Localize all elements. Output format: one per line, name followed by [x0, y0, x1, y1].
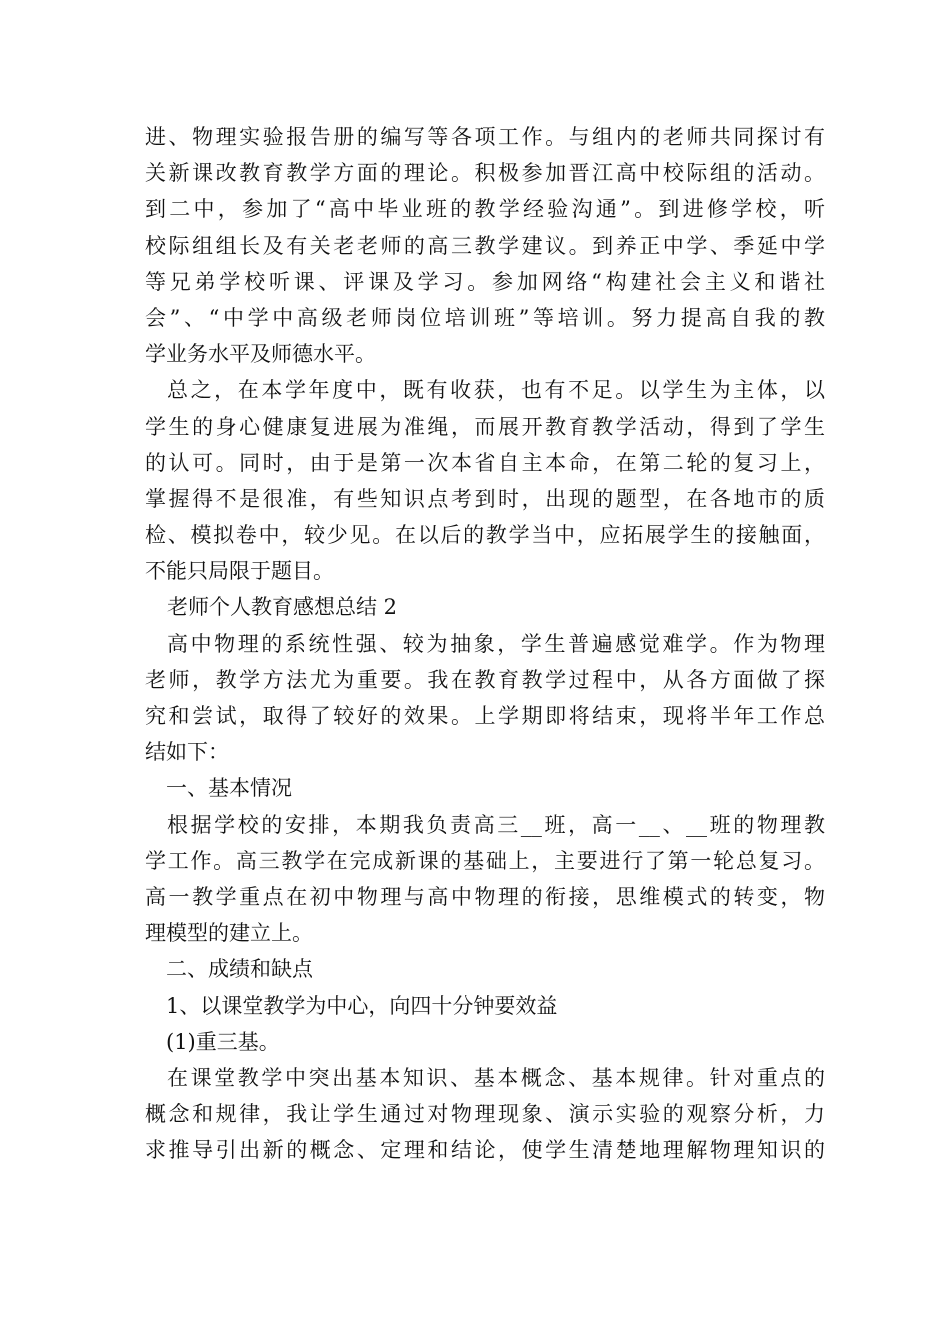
body-line: 的认可。同时，由于是第一次本省自主本命，在第二轮的复习上， [145, 450, 825, 475]
body-line: 学工作。高三教学在完成新课的基础上，主要进行了第一轮总复习。 [145, 848, 825, 873]
body-line: 老师，教学方法尤为重要。我在教育教学过程中，从各方面做了探 [145, 667, 825, 692]
body-line: 到二中，参加了“高中毕业班的教学经验沟通”。到进修学校，听 [145, 197, 825, 222]
subsection-heading: 1、以课堂教学为中心，向四十分钟要效益 [166, 993, 558, 1018]
body-line: 会”、“中学中高级老师岗位培训班”等培训。努力提高自我的教 [145, 305, 825, 330]
body-line: 学业务水平及师德水平。 [145, 342, 376, 367]
body-line: 总之，在本学年度中，既有收获，也有不足。以学生为主体，以 [167, 378, 825, 403]
section-heading: 二、成绩和缺点 [166, 957, 313, 982]
body-line: 学生的身心健康复进展为准绳，而展开教育教学活动，得到了学生 [145, 414, 825, 439]
body-line: 检、模拟卷中，较少见。在以后的教学当中，应拓展学生的接触面， [145, 523, 825, 548]
document-body [145, 119, 825, 1168]
body-line: 掌握得不是很准，有些知识点考到时，出现的题型，在各地市的质 [145, 486, 825, 511]
body-line: 究和尝试，取得了较好的效果。上学期即将结束，现将半年工作总 [145, 704, 825, 728]
body-line: 求推导引出新的概念、定理和结论，使学生清楚地理解物理知识的 [145, 1138, 825, 1163]
body-line: 校际组组长及有关老老师的高三教学建议。到养正中学、季延中学 [145, 233, 825, 258]
section-heading: 一、基本情况 [166, 776, 292, 801]
body-line: 根据学校的安排，本期我负责高三__班，高一__、__班的物理教 [167, 812, 825, 837]
body-line: 理模型的建立上。 [145, 921, 313, 946]
body-line: 高中物理的系统性强、较为抽象，学生普遍感觉难学。作为物理 [167, 631, 825, 656]
body-line: 结如下： [145, 740, 229, 765]
body-line: 关新课改教育教学方面的理论。积极参加晋江高中校际组的活动。 [145, 161, 825, 186]
body-line: 不能只局限于题目。 [145, 559, 334, 584]
body-line: 高一教学重点在初中物理与高中物理的衔接，思维模式的转变，物 [145, 884, 825, 909]
body-line: 进、物理实验报告册的编写等各项工作。与组内的老师共同探讨有 [145, 125, 825, 149]
body-line: 等兄弟学校听课、评课及学习。参加网络“构建社会主义和谐社 [145, 269, 825, 294]
body-line: 概念和规律，我让学生通过对物理现象、演示实验的观察分析，力 [145, 1102, 825, 1127]
item-heading: (1)重三基。 [166, 1029, 280, 1054]
section-title: 老师个人教育感想总结 2 [167, 595, 398, 620]
body-line: 在课堂教学中突出基本知识、基本概念、基本规律。针对重点的 [167, 1065, 825, 1090]
